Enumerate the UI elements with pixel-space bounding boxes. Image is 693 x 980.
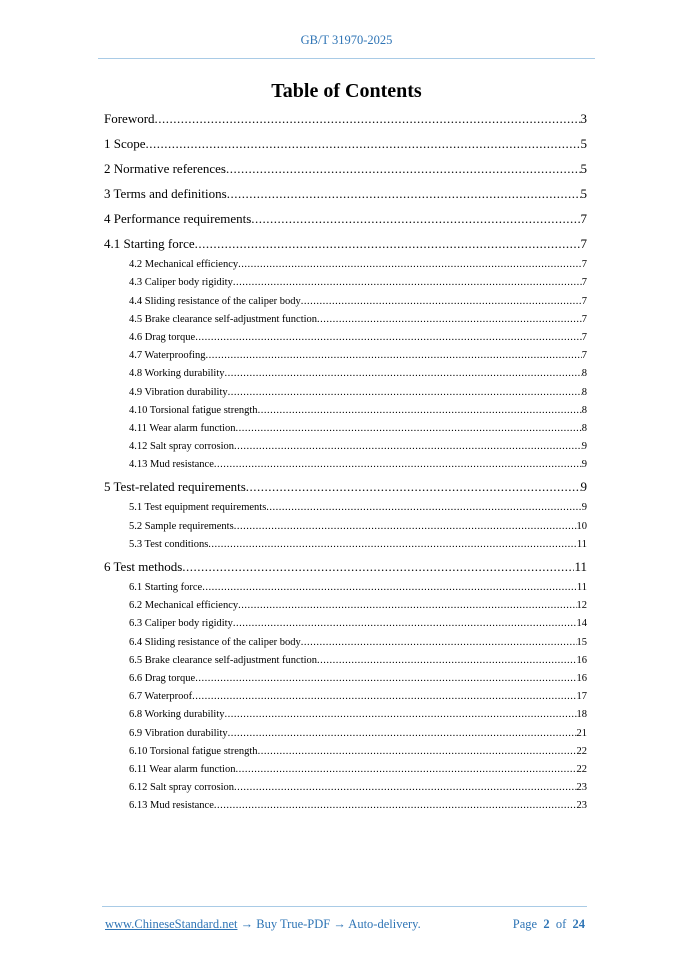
- table-of-contents: [104, 112, 587, 811]
- toc-entry-page: 22: [576, 745, 587, 757]
- dot-leader: [228, 387, 582, 398]
- toc-entry-label: 6.7 Waterproof: [129, 691, 193, 703]
- footer-promo-text: → Buy True-PDF → Auto-delivery.: [237, 917, 421, 931]
- toc-entry[interactable]: [104, 307, 587, 325]
- toc-entry[interactable]: [104, 202, 587, 227]
- dot-leader: [155, 111, 581, 127]
- toc-entry-page: 16: [576, 672, 587, 684]
- toc-entry-page: 11: [576, 538, 587, 550]
- toc-entry-label: 4.7 Waterproofing: [129, 350, 206, 362]
- toc-entry-page: 18: [576, 709, 587, 721]
- toc-entry[interactable]: [104, 575, 587, 593]
- dot-leader: [195, 236, 581, 252]
- dot-leader: [195, 673, 576, 684]
- dot-leader: [266, 502, 581, 513]
- dot-leader: [146, 136, 581, 152]
- toc-entry-page: 7: [581, 259, 587, 271]
- toc-entry-label: 6.11 Wear alarm function: [129, 763, 236, 775]
- page-indicator: [513, 917, 585, 932]
- toc-entry[interactable]: [104, 593, 587, 611]
- toc-entry[interactable]: [104, 227, 587, 252]
- toc-entry-page: 9: [580, 479, 587, 495]
- toc-entry[interactable]: [104, 702, 587, 720]
- toc-entry-label: 5.1 Test equipment requirements: [129, 502, 267, 514]
- toc-entry-label: 2 Normative references: [104, 161, 226, 176]
- dot-leader: [182, 559, 574, 575]
- toc-entry[interactable]: [104, 270, 587, 288]
- toc-entry-label: 6.9 Vibration durability: [129, 727, 228, 739]
- toc-entry-label: 6.1 Starting force: [129, 582, 203, 593]
- toc-entry-page: 21: [576, 727, 587, 739]
- toc-entry-label: 4.9 Vibration durability: [129, 386, 228, 398]
- toc-entry[interactable]: [104, 252, 587, 270]
- toc-entry-page: 8: [581, 368, 587, 380]
- dot-leader: [202, 582, 577, 593]
- toc-entry[interactable]: [104, 739, 587, 757]
- toc-entry[interactable]: [104, 452, 587, 470]
- dot-leader: [233, 618, 577, 629]
- toc-entry-label: Foreword: [104, 111, 155, 126]
- toc-entry-label: 4.10 Torsional fatigue strength: [129, 404, 258, 416]
- total-pages: 24: [572, 917, 585, 931]
- dot-leader: [226, 161, 581, 177]
- toc-entry-page: 7: [581, 313, 587, 325]
- toc-entry-page: 22: [576, 763, 587, 775]
- toc-entry-label: 6 Test methods: [104, 558, 183, 574]
- dot-leader: [234, 521, 577, 532]
- footer-divider: [102, 906, 587, 907]
- toc-entry-label: 5.2 Sample requirements: [129, 520, 234, 532]
- dot-leader: [225, 709, 577, 720]
- toc-entry-page: 5: [580, 136, 587, 151]
- toc-entry[interactable]: [104, 152, 587, 177]
- dot-leader: [195, 332, 582, 343]
- toc-entry[interactable]: [104, 757, 587, 775]
- toc-entry-label: 5.3 Test conditions: [129, 538, 209, 550]
- toc-entry-page: 5: [580, 161, 587, 176]
- toc-entry[interactable]: [104, 343, 587, 361]
- toc-entry-page: 3: [580, 111, 587, 126]
- toc-entry-page: 5: [580, 186, 587, 201]
- toc-entry[interactable]: [104, 361, 587, 379]
- toc-entry[interactable]: [104, 416, 587, 434]
- toc-entry-label: 6.2 Mechanical efficiency: [129, 600, 239, 612]
- dot-leader: [258, 405, 582, 416]
- toc-entry-label: 6.3 Caliper body rigidity: [129, 618, 233, 630]
- footer: [105, 917, 585, 932]
- toc-entry-label: 4 Performance requirements: [104, 211, 252, 226]
- toc-entry[interactable]: [104, 648, 587, 666]
- header-divider: [98, 58, 595, 59]
- toc-entry-page: 23: [576, 800, 587, 812]
- toc-entry-page: 16: [576, 654, 587, 666]
- toc-entry[interactable]: [104, 434, 587, 452]
- toc-entry-label: 6.5 Brake clearance self-adjustment function: [129, 654, 318, 666]
- toc-entry[interactable]: [104, 684, 587, 702]
- toc-entry[interactable]: [104, 629, 587, 647]
- dot-leader: [317, 314, 582, 325]
- toc-entry-label: 6.4 Sliding resistance of the caliper body: [129, 636, 301, 648]
- toc-entry-page: 7: [580, 236, 587, 251]
- toc-entry-page: 10: [576, 520, 587, 532]
- toc-entry-label: 4.4 Sliding resistance of the caliper body: [129, 295, 301, 307]
- toc-entry-label: 6.12 Salt spray corrosion: [129, 782, 234, 794]
- toc-entry[interactable]: [104, 666, 587, 684]
- toc-entry[interactable]: [104, 611, 587, 629]
- dot-leader: [258, 746, 577, 757]
- toc-entry[interactable]: [104, 532, 587, 550]
- toc-entry[interactable]: [104, 379, 587, 397]
- toc-entry-label: 4.1 Starting force: [104, 236, 195, 251]
- website-link[interactable]: www.ChineseStandard.net: [105, 917, 238, 931]
- dot-leader: [208, 539, 577, 550]
- toc-entry-label: 4.8 Working durability: [129, 368, 225, 380]
- toc-entry-label: 4.3 Caliper body rigidity: [129, 277, 233, 289]
- toc-entry-page: 8: [581, 386, 587, 398]
- toc-entry[interactable]: [104, 127, 587, 152]
- toc-entry-label: 4.13 Mud resistance: [129, 459, 214, 471]
- toc-entry-label: 1 Scope: [104, 136, 146, 151]
- toc-entry-page: 8: [581, 404, 587, 416]
- page-title: Table of Contents: [271, 80, 422, 102]
- dot-leader: [301, 637, 577, 648]
- toc-entry-page: 15: [576, 636, 587, 648]
- dot-leader: [227, 186, 581, 202]
- toc-entry-label: 4.12 Salt spray corrosion: [129, 441, 234, 453]
- dot-leader: [225, 368, 582, 379]
- toc-entry-page: 11: [576, 582, 587, 593]
- toc-entry-page: 8: [581, 422, 587, 434]
- toc-entry-page: 7: [581, 350, 587, 362]
- dot-leader: [214, 459, 582, 470]
- dot-leader: [228, 728, 577, 739]
- toc-entry[interactable]: [104, 398, 587, 416]
- dot-leader: [235, 764, 576, 775]
- dot-leader: [317, 655, 576, 666]
- toc-entry-page: 11: [574, 558, 587, 574]
- page-label: Page: [512, 917, 538, 931]
- toc-entry[interactable]: [104, 775, 587, 793]
- toc-entry-page: 9: [581, 441, 587, 453]
- toc-entry-page: 9: [581, 459, 587, 471]
- toc-entry-label: 4.2 Mechanical efficiency: [129, 259, 239, 271]
- dot-leader: [214, 800, 577, 811]
- toc-entry[interactable]: [104, 793, 587, 811]
- dot-leader: [251, 211, 580, 227]
- dot-leader: [234, 782, 577, 793]
- toc-entry-label: 6.8 Working durability: [129, 709, 225, 721]
- toc-entry[interactable]: [104, 177, 587, 202]
- toc-entry-page: 14: [576, 618, 587, 630]
- current-page: 2: [543, 917, 550, 931]
- document-id-header: GB/T 31970-2025: [300, 33, 393, 47]
- toc-entry-page: 7: [581, 295, 587, 307]
- toc-entry-label: 4.5 Brake clearance self-adjustment function: [129, 313, 318, 325]
- dot-leader: [246, 479, 581, 495]
- toc-entry[interactable]: [104, 325, 587, 343]
- toc-entry[interactable]: [104, 102, 587, 127]
- toc-entry-label: 4.6 Drag torque: [129, 331, 196, 343]
- toc-entry[interactable]: [104, 720, 587, 738]
- toc-entry-label: 6.13 Mud resistance: [129, 800, 214, 812]
- toc-entry-page: 23: [576, 782, 587, 794]
- toc-entry[interactable]: [104, 550, 587, 575]
- toc-entry[interactable]: [104, 513, 587, 531]
- dot-leader: [235, 423, 581, 434]
- toc-entry-page: 7: [581, 331, 587, 343]
- page-of-label: of: [555, 917, 567, 931]
- dot-leader: [192, 691, 576, 702]
- dot-leader: [206, 350, 582, 361]
- toc-entry-label: 6.10 Torsional fatigue strength: [129, 745, 258, 757]
- toc-entry-page: 7: [581, 277, 587, 289]
- dot-leader: [234, 441, 582, 452]
- dot-leader: [301, 296, 582, 307]
- toc-entry-page: 7: [580, 211, 587, 226]
- toc-entry-page: 9: [581, 502, 587, 514]
- toc-entry-page: 17: [576, 691, 587, 703]
- toc-entry-label: 5 Test-related requirements: [104, 479, 246, 495]
- toc-entry-label: 6.6 Drag torque: [129, 672, 196, 684]
- dot-leader: [238, 259, 582, 270]
- footer-promo: [105, 917, 421, 932]
- dot-leader: [238, 600, 576, 611]
- toc-entry-label: 4.11 Wear alarm function: [129, 422, 236, 434]
- dot-leader: [233, 277, 582, 288]
- toc-entry-label: 3 Terms and definitions: [104, 186, 227, 201]
- toc-entry-page: 12: [576, 600, 587, 612]
- toc-entry[interactable]: [104, 470, 587, 495]
- toc-entry[interactable]: [104, 495, 587, 513]
- toc-entry[interactable]: [104, 288, 587, 306]
